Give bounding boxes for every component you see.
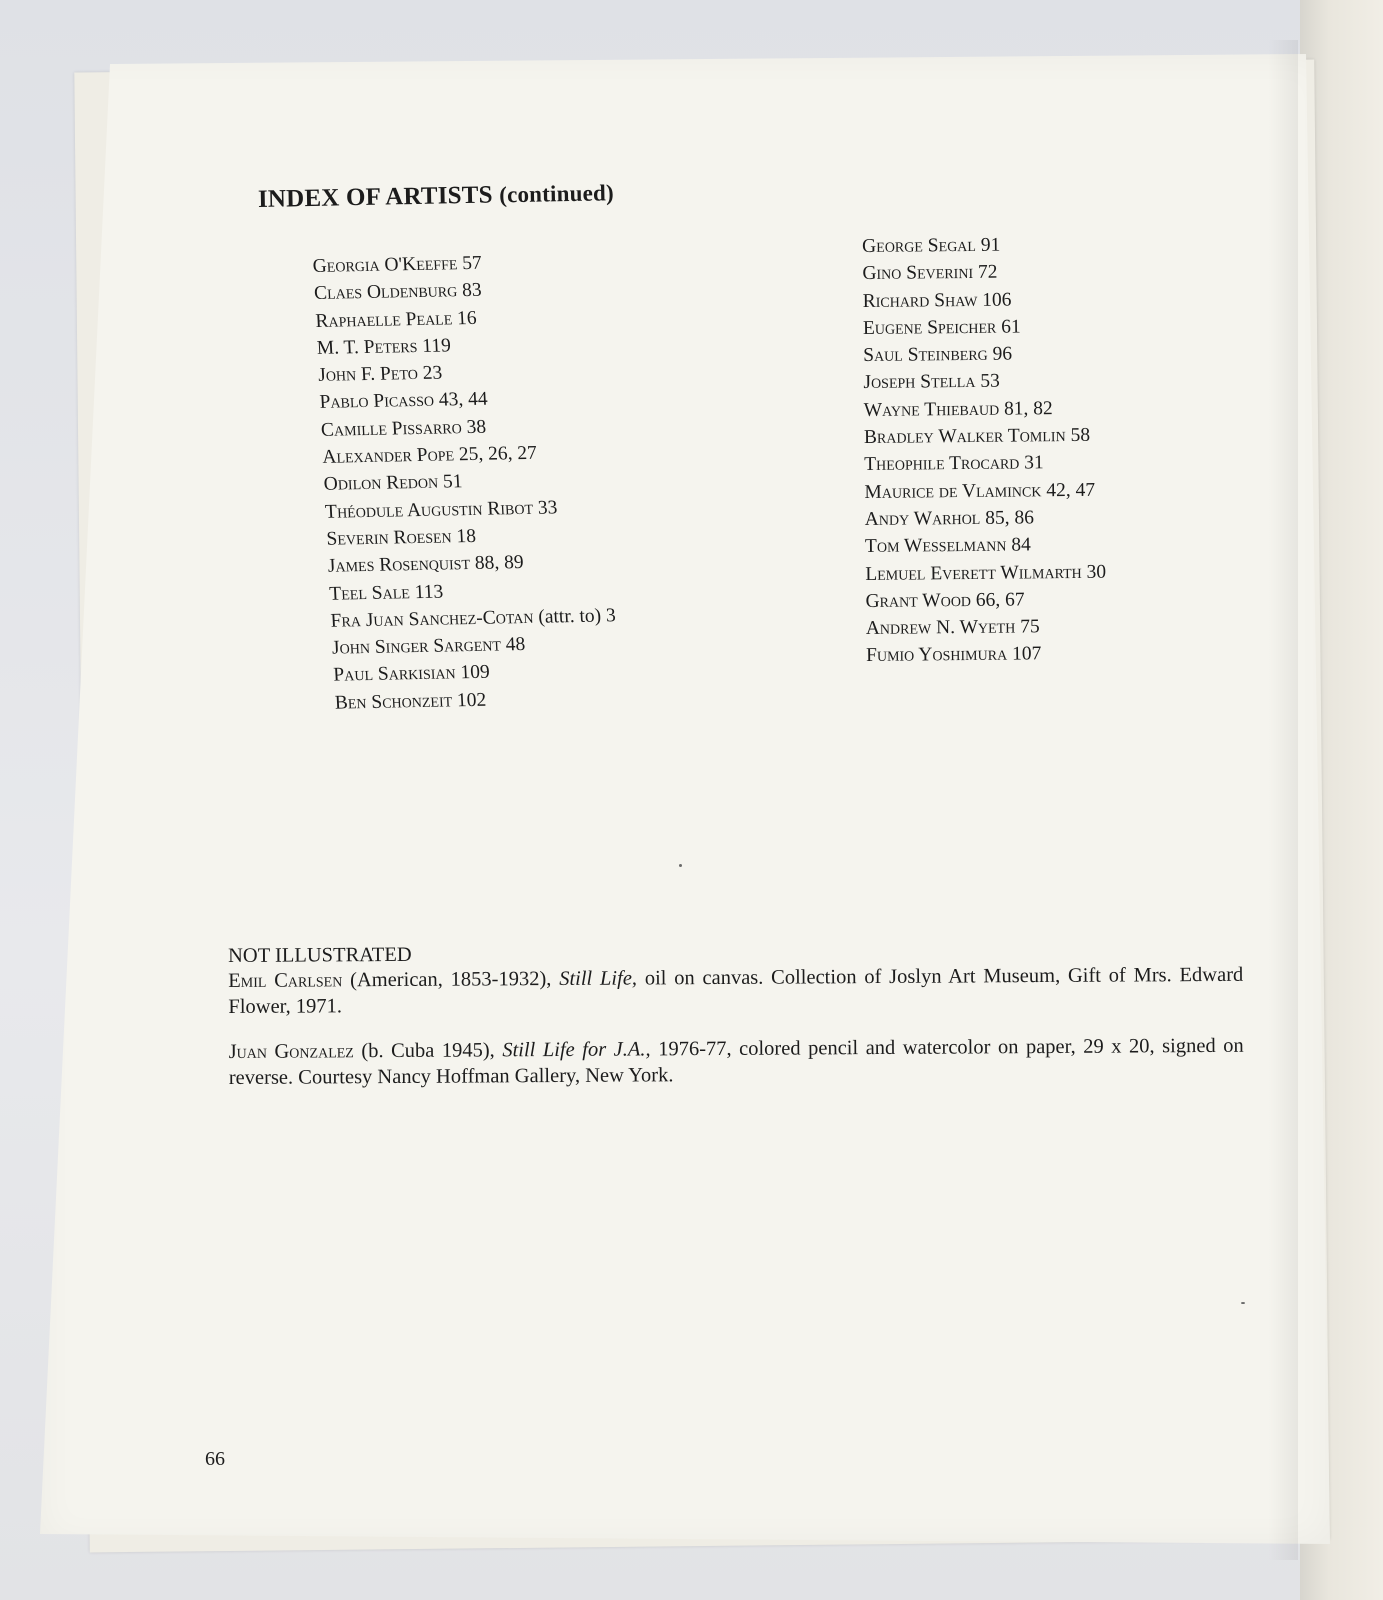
artist-origin: (American, 1853-1932),: [350, 968, 552, 992]
page-refs: (attr. to) 3: [537, 605, 617, 628]
index-entry: [866, 613, 1107, 643]
index-entry: [863, 313, 1104, 343]
page-refs: 66, 67: [975, 589, 1025, 611]
artist-name: Joseph Stella: [863, 371, 976, 394]
page-refs: 57: [461, 252, 483, 275]
artist-name: Eugene Speicher: [862, 316, 997, 339]
artwork-details: oil on canvas. Collection of Joslyn Art Museum, Gift of Mrs. Edward Flower, 1971.: [228, 963, 1244, 1018]
page-refs: 58: [1070, 424, 1091, 447]
artist-name: Saul Steinberg: [863, 343, 988, 367]
index-entry: [862, 258, 1103, 288]
index-entry: [334, 684, 621, 717]
page-refs: 119: [421, 335, 452, 357]
artist-index-left-column: [312, 248, 621, 717]
artist-name: Claes Oldenburg: [313, 280, 458, 305]
artwork-details: 1976-77, colored pencil and watercolor on paper, 29 x 20, signed on reverse. Courtesy Nancy Hoffman Gallery, New York.: [228, 1034, 1244, 1089]
artist-name: Andy Warhol: [864, 507, 981, 530]
artist-name: Bradley Walker Tomlin: [863, 425, 1066, 449]
page-refs: 107: [1011, 643, 1042, 666]
index-entry: [865, 558, 1106, 588]
artist-name: Theophile Trocard: [864, 452, 1020, 476]
page-refs: 33: [537, 497, 558, 519]
artist-name: Gino Severini: [862, 262, 974, 285]
artist-name: John Singer Sargent: [331, 634, 502, 659]
page-refs: 18: [455, 525, 477, 548]
page-refs: 61: [1001, 316, 1021, 338]
artist-name: Odilon Redon: [323, 472, 439, 496]
paper-speck: [1241, 1302, 1245, 1304]
page-refs: 83: [461, 280, 483, 302]
page-refs: 72: [977, 261, 998, 284]
artist-name: Théodule Augustin Ribot: [324, 497, 534, 523]
page-refs: 51: [442, 471, 464, 493]
index-entry: [864, 449, 1105, 479]
not-illustrated-section: [228, 938, 1244, 1091]
page-refs: 38: [466, 416, 487, 438]
artist-index-right-column: [862, 231, 1107, 670]
artist-name: M. T. Peters: [316, 335, 418, 359]
artist-name: Andrew N. Wyeth: [865, 616, 1016, 640]
not-illustrated-heading: NOT ILLUSTRATED: [228, 943, 412, 967]
page-refs: 75: [1020, 616, 1040, 638]
page-refs: 31: [1024, 452, 1044, 474]
artist-name: Ben Schonzeit: [334, 690, 453, 714]
page-refs: 109: [459, 662, 491, 684]
artist-name: Pablo Picasso: [319, 390, 435, 414]
not-illustrated-entry: [228, 963, 1243, 1020]
artist-name: Maurice de Vlaminck: [864, 479, 1042, 503]
page-refs: 42, 47: [1046, 479, 1096, 501]
artist-name: Severin Roesen: [325, 526, 453, 550]
artist-name: Lemuel Everett Wilmarth: [865, 561, 1082, 585]
index-entry: [863, 367, 1104, 397]
index-entry: [865, 586, 1106, 616]
artwork-title: Still Life,: [559, 967, 638, 990]
page-refs: 23: [422, 362, 443, 385]
index-entry: [330, 602, 617, 635]
page-refs: 91: [980, 234, 1001, 256]
index-entry: [864, 476, 1105, 506]
page-number: 66: [205, 1448, 225, 1470]
page-refs: 102: [456, 689, 487, 712]
artist-name: Georgia O'Keeffe: [312, 253, 458, 277]
index-entry: [862, 231, 1103, 261]
artist-origin: (b. Cuba 1945),: [361, 1039, 495, 1063]
index-entry: [864, 422, 1105, 452]
artist-name: Emil Carlsen: [228, 969, 343, 992]
artist-name: Raphaelle Peale: [314, 307, 453, 332]
artist-name: Teel Sale: [328, 581, 411, 605]
page-refs: 16: [456, 307, 478, 329]
artist-name: Tom Wesselmann: [864, 534, 1007, 558]
artist-name: Camille Pissarro: [320, 416, 463, 441]
artwork-title: Still Life for J.A.,: [502, 1038, 651, 1062]
index-entry: [865, 504, 1106, 534]
index-title-suffix: (continued): [498, 180, 615, 208]
index-title: INDEX OF ARTISTS: [257, 181, 494, 213]
spine-shadow: [1268, 40, 1298, 1560]
artist-name: Grant Wood: [865, 589, 972, 612]
artist-name: Alexander Pope: [321, 444, 455, 468]
page-refs: 106: [982, 289, 1012, 311]
page-refs: 25, 26, 27: [458, 442, 538, 466]
artist-name: Fumio Yoshimura: [865, 644, 1008, 667]
catalog-page: [40, 54, 1330, 1544]
artist-name: Richard Shaw: [862, 289, 978, 312]
artist-name: George Segal: [862, 234, 977, 257]
page-refs: 84: [1011, 534, 1031, 556]
artist-name: Wayne Thiebaud: [863, 398, 1000, 421]
index-entry: [866, 640, 1107, 670]
page-refs: 113: [414, 581, 444, 603]
artist-name: John F. Peto: [317, 363, 419, 387]
index-entry: [863, 285, 1104, 315]
index-entry: [865, 531, 1106, 561]
page-refs: 88, 89: [474, 552, 525, 575]
page-refs: 30: [1086, 561, 1107, 583]
page-refs: 85, 86: [985, 507, 1035, 529]
page-refs: 53: [980, 371, 1000, 393]
artist-name: Juan Gonzalez: [228, 1040, 354, 1063]
page-refs: 81, 82: [1003, 397, 1053, 420]
paper-speck: [679, 864, 682, 867]
artist-name: Paul Sarkisian: [332, 662, 457, 687]
index-entry: [864, 394, 1105, 424]
page-refs: 96: [992, 343, 1013, 365]
artist-name: Fra Juan Sanchez-Cotan: [330, 606, 534, 632]
index-entry: [863, 340, 1104, 370]
page-refs: 43, 44: [438, 389, 489, 412]
not-illustrated-entry: [229, 1034, 1244, 1091]
page-refs: 48: [505, 634, 526, 656]
artist-name: James Rosenquist: [327, 553, 471, 578]
